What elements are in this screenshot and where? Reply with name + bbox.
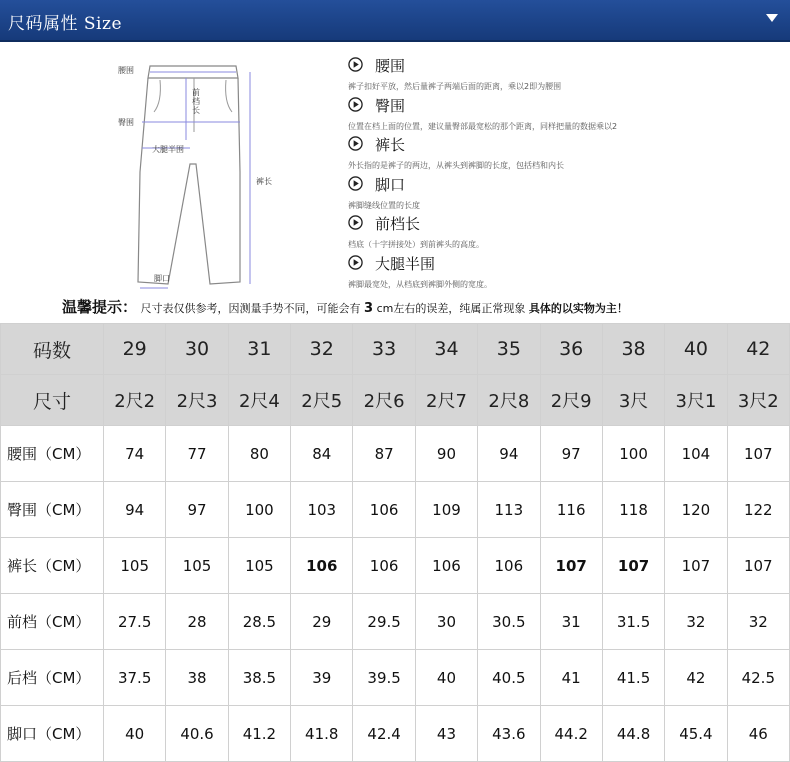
table-cell: 37.5 [104,650,166,706]
table-cell: 3尺2 [727,375,789,426]
table-cell: 106 [415,538,477,594]
row-header: 尺寸 [1,375,104,426]
table-cell: 105 [228,538,290,594]
table-cell: 40.5 [478,650,540,706]
table-row [1,482,790,538]
diagram-label-waist: 腰围 [118,66,134,75]
definition-name: 前档长 [375,215,421,233]
definition-name: 裤长 [375,136,406,154]
table-cell: 2尺7 [415,375,477,426]
table-row [1,706,790,762]
definition-desc: 裤脚缝线位置的长度 [348,200,420,210]
table-cell: 2尺3 [166,375,228,426]
table-cell: 45.4 [665,706,727,762]
table-cell: 97 [166,482,228,538]
chevron-down-icon [766,14,778,22]
table-row [1,538,790,594]
table-cell: 36 [540,324,602,375]
table-cell: 30.5 [478,594,540,650]
definition-desc: 裤子扣好平放，然后量裤子两端后面的距离，乘以2即为腰围 [348,82,562,91]
table-cell: 94 [104,482,166,538]
diagram-label-length: 裤长 [256,177,272,186]
table-cell: 28.5 [228,594,290,650]
definition-desc: 外长指的是裤子的两边，从裤头到裤脚的长度，包括档和内长 [348,161,564,170]
size-table [0,323,790,762]
section-title: 尺码属性 Size [8,14,123,34]
row-header: 脚口（CM） [1,706,104,762]
table-cell: 27.5 [104,594,166,650]
table-cell: 28 [166,594,228,650]
table-cell: 38 [602,324,664,375]
table-cell: 97 [540,426,602,482]
section-header [0,0,790,42]
table-cell: 30 [166,324,228,375]
table-cell: 40.6 [166,706,228,762]
pants-diagram [110,52,310,292]
table-cell: 77 [166,426,228,482]
table-cell: 2尺4 [228,375,290,426]
table-cell: 39 [291,650,353,706]
table-cell: 39.5 [353,650,415,706]
table-cell: 107 [727,538,789,594]
table-cell: 41.2 [228,706,290,762]
table-row [1,594,790,650]
table-cell: 2尺9 [540,375,602,426]
definition-item [348,174,778,214]
table-cell: 2尺8 [478,375,540,426]
table-cell: 42 [665,650,727,706]
table-cell: 104 [665,426,727,482]
table-cell: 100 [228,482,290,538]
size-notice [62,296,628,317]
table-cell: 40 [665,324,727,375]
table-cell: 107 [602,538,664,594]
table-cell: 74 [104,426,166,482]
play-icon [348,255,363,270]
table-cell: 107 [540,538,602,594]
table-cell: 29 [104,324,166,375]
notice-bold-text: 具体的以实物为主！ [528,302,628,315]
table-cell: 30 [415,594,477,650]
diagram-label-hem: 脚口 [154,274,170,283]
table-cell: 41.5 [602,650,664,706]
table-cell: 120 [665,482,727,538]
definition-desc: 档底（十字拼接处）到前裤头的高度。 [348,240,484,249]
table-cell: 94 [478,426,540,482]
table-cell: 38 [166,650,228,706]
row-header: 码数 [1,324,104,375]
pants-outline-illustration [110,52,310,292]
notice-text-1: 尺寸表仅供参考，因测量手势不同，可能会有 [140,302,361,315]
table-cell: 100 [602,426,664,482]
table-cell: 105 [166,538,228,594]
table-cell: 40 [415,650,477,706]
table-cell: 41 [540,650,602,706]
table-cell: 35 [478,324,540,375]
table-cell: 3尺 [602,375,664,426]
table-cell: 29 [291,594,353,650]
table-cell: 31 [228,324,290,375]
table-cell: 32 [665,594,727,650]
table-cell: 2尺5 [291,375,353,426]
definition-desc: 位置在档上面的位置，建议量臀部最宽松的那个距离，同样把量的数据乘以2 [348,121,618,131]
definition-name: 臀围 [375,96,406,115]
table-cell: 42.5 [727,650,789,706]
play-icon [348,136,363,151]
table-cell: 31.5 [602,594,664,650]
definition-name: 大腿半围 [375,254,436,273]
notice-text-2: cm左右的误差，纯属正常现象 [376,302,526,315]
table-cell: 106 [478,538,540,594]
table-cell: 105 [104,538,166,594]
notice-label: 温馨提示： [62,298,138,316]
table-cell: 106 [353,482,415,538]
table-cell: 2尺6 [353,375,415,426]
table-cell: 103 [291,482,353,538]
definition-item [348,213,778,253]
table-cell: 33 [353,324,415,375]
row-header: 腰围（CM） [1,426,104,482]
diagram-label-hip: 臀围 [118,118,134,127]
definition-item [348,134,778,174]
definition-item [348,253,778,293]
table-cell: 107 [665,538,727,594]
table-row [1,426,790,482]
table-cell: 84 [291,426,353,482]
table-cell: 29.5 [353,594,415,650]
table-cell: 118 [602,482,664,538]
definition-name: 脚口 [375,175,406,194]
table-cell: 122 [727,482,789,538]
definition-name: 腰围 [375,57,406,75]
definition-item [348,55,778,95]
table-cell: 2尺2 [104,375,166,426]
diagram-label-thigh: 大腿半围 [152,145,184,154]
table-cell: 109 [415,482,477,538]
table-cell: 40 [104,706,166,762]
table-cell: 43 [415,706,477,762]
table-cell: 34 [415,324,477,375]
table-row [1,324,790,375]
table-cell: 90 [415,426,477,482]
measurement-definitions [348,55,778,292]
table-cell: 42.4 [353,706,415,762]
table-cell: 106 [353,538,415,594]
row-header: 后档（CM） [1,650,104,706]
table-row [1,375,790,426]
table-cell: 32 [727,594,789,650]
table-cell: 42 [727,324,789,375]
table-cell: 46 [727,706,789,762]
table-cell: 87 [353,426,415,482]
table-cell: 80 [228,426,290,482]
definition-desc: 裤脚最宽处，从档底到裤脚外侧的宽度。 [348,279,492,289]
play-icon [348,97,363,112]
table-cell: 3尺1 [665,375,727,426]
table-cell: 38.5 [228,650,290,706]
table-cell: 116 [540,482,602,538]
table-cell: 113 [478,482,540,538]
definition-item [348,95,778,135]
table-cell: 32 [291,324,353,375]
play-icon [348,215,363,230]
play-icon [348,57,363,72]
table-cell: 31 [540,594,602,650]
play-icon [348,176,363,191]
table-cell: 107 [727,426,789,482]
row-header: 臀围（CM） [1,482,104,538]
diagram-label-front-rise: 前档长 [192,88,200,115]
table-cell: 43.6 [478,706,540,762]
notice-number: 3 [364,301,374,316]
table-row [1,650,790,706]
table-cell: 106 [291,538,353,594]
row-header: 裤长（CM） [1,538,104,594]
row-header: 前档（CM） [1,594,104,650]
table-cell: 41.8 [291,706,353,762]
table-cell: 44.8 [602,706,664,762]
table-cell: 44.2 [540,706,602,762]
